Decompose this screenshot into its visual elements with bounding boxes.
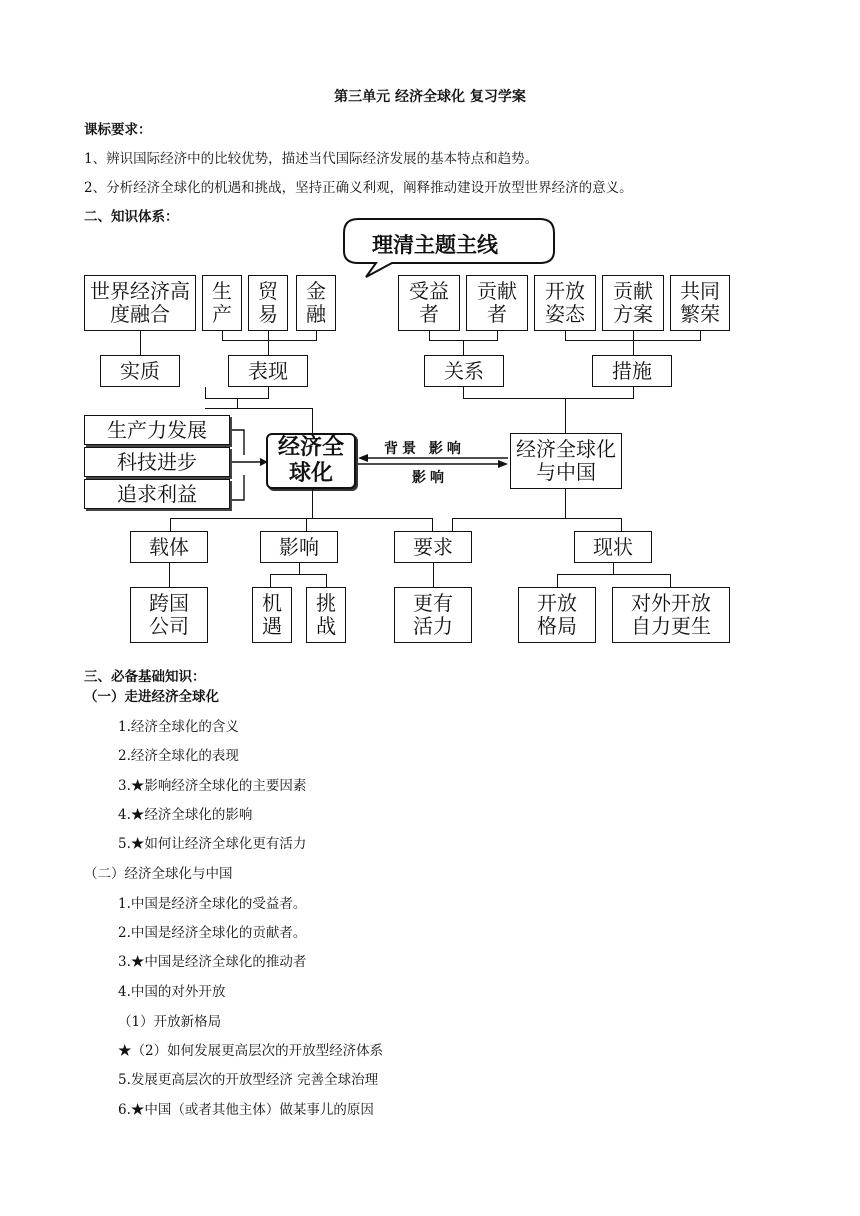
list-item: （1）开放新格局 xyxy=(118,1014,222,1030)
list-item: 6.★中国（或者其他主体）做某事儿的原因 xyxy=(118,1102,374,1118)
factor-arrows xyxy=(230,415,270,515)
list-item: 2.经济全球化的表现 xyxy=(118,748,239,764)
arrow-label-top: 背景 影响 xyxy=(384,441,465,457)
box-carrier: 载体 xyxy=(130,531,208,563)
box-opening-self-reliance: 对外开放自力更生 xyxy=(612,587,730,643)
box-status: 现状 xyxy=(574,531,652,563)
box-impact: 影响 xyxy=(260,531,338,563)
part2-heading: （二）经济全球化与中国 xyxy=(84,866,233,882)
knowledge-diagram xyxy=(0,215,860,655)
list-item: ★（2）如何发展更高层次的开放型经济体系 xyxy=(118,1043,384,1059)
list-item: 3.★中国是经济全球化的推动者 xyxy=(118,954,307,970)
section3-heading: 三、必备基础知识： xyxy=(84,669,206,685)
list-item: 3.★影响经济全球化的主要因素 xyxy=(118,778,307,794)
list-item: 1.中国是经济全球化的受益者。 xyxy=(118,896,307,912)
requirement-item: 1、辨识国际经济中的比较优势，描述当代国际经济发展的基本特点和趋势。 xyxy=(84,151,539,167)
box-finance: 金融 xyxy=(296,275,336,331)
box-multinational: 跨国公司 xyxy=(130,587,208,643)
box-manifestation: 表现 xyxy=(228,355,308,387)
box-opportunity: 机遇 xyxy=(252,587,292,643)
box-beneficiary: 受益者 xyxy=(398,275,460,331)
list-item: 4.★经济全球化的影响 xyxy=(118,807,253,823)
box-trade: 贸易 xyxy=(248,275,288,331)
box-challenge: 挑战 xyxy=(306,587,346,643)
arrow-label-bottom: 影响 xyxy=(412,470,448,486)
requirements-heading: 课标要求： xyxy=(84,122,152,138)
box-essence: 实质 xyxy=(100,355,180,387)
list-item: 5.★如何让经济全球化更有活力 xyxy=(118,836,307,852)
box-profit: 追求利益 xyxy=(84,479,230,509)
box-measures: 措施 xyxy=(592,355,672,387)
box-more-vitality: 更有活力 xyxy=(394,587,472,643)
part1-heading: （一）走进经济全球化 xyxy=(84,689,219,705)
box-contributor: 贡献者 xyxy=(466,275,528,331)
knowledge-heading: 二、知识体系： xyxy=(84,209,179,225)
box-productivity: 生产力发展 xyxy=(84,415,230,445)
box-requirement: 要求 xyxy=(394,531,472,563)
bubble-label: 理清主题主线 xyxy=(372,233,498,257)
list-item: 2.中国是经济全球化的贡献者。 xyxy=(118,925,307,941)
box-open-stance: 开放姿态 xyxy=(534,275,596,331)
box-relation: 关系 xyxy=(424,355,504,387)
box-common-prosperity: 共同繁荣 xyxy=(670,275,730,331)
box-open-pattern: 开放格局 xyxy=(518,587,596,643)
box-contribute-plan: 贡献方案 xyxy=(602,275,664,331)
list-item: 1.经济全球化的含义 xyxy=(118,719,239,735)
box-technology: 科技进步 xyxy=(84,447,230,477)
core-globalization: 经济全球化 xyxy=(266,433,356,489)
box-production: 生产 xyxy=(202,275,242,331)
box-globalization-and-china: 经济全球化与中国 xyxy=(510,433,622,489)
box-world-economy: 世界经济高度融合 xyxy=(84,275,196,331)
list-item: 5.发展更高层次的开放型经济 完善全球治理 xyxy=(118,1072,379,1088)
list-item: 4.中国的对外开放 xyxy=(118,984,226,1000)
requirement-item: 2、分析经济全球化的机遇和挑战，坚持正确义利观，阐释推动建设开放型世界经济的意义。 xyxy=(84,180,633,196)
page-title: 第三单元 经济全球化 复习学案 xyxy=(334,89,526,105)
